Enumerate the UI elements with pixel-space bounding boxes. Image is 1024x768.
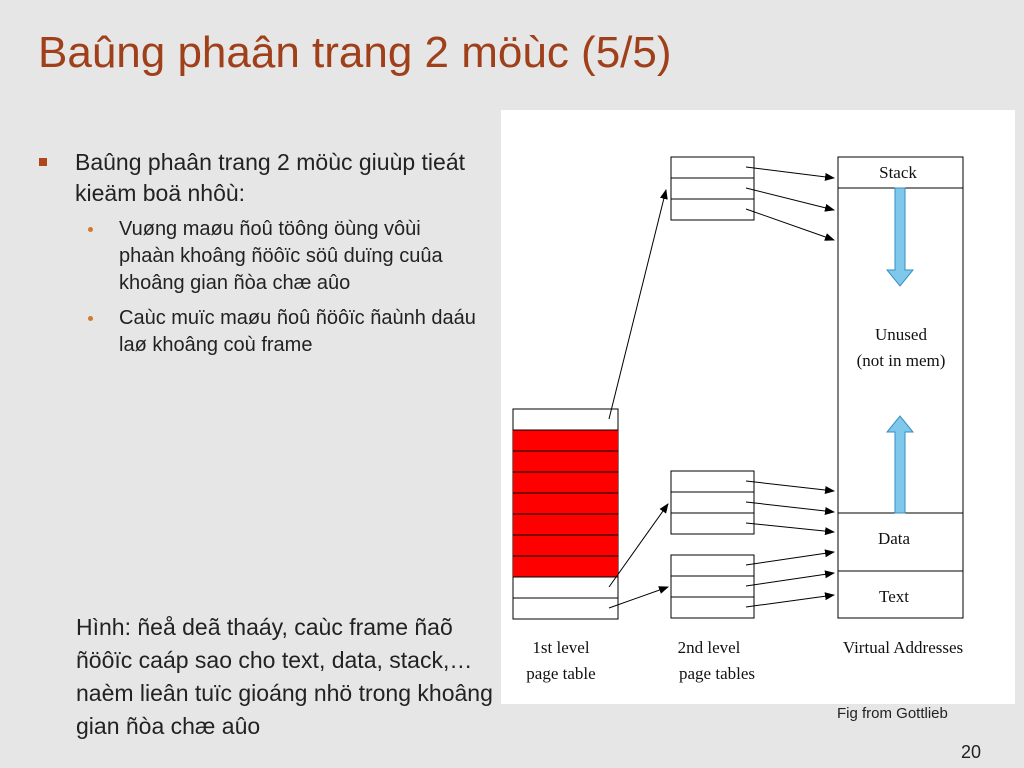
virtual-addresses-label: Virtual Addresses [842,638,964,657]
first-level-label: 1st level [532,638,590,657]
square-bullet-icon [39,158,47,166]
second-level-table-text [671,555,754,618]
pointer-arrow [746,523,834,532]
paging-diagram-svg [501,110,1015,704]
pointer-arrow [746,481,834,491]
pointer-arrow [746,595,834,607]
first-level-page-table [513,409,618,619]
table-outline [671,555,754,618]
dot-bullet-icon [88,227,93,232]
not-in-mem-label: (not in mem) [856,351,946,370]
second-level-label-line2: page tables [679,664,755,683]
unused-entries-block [513,430,618,577]
pointer-arrow [746,573,834,586]
sub-bullet [38,216,478,297]
figure-credit: Fig from Gottlieb [837,705,948,722]
virtual-address-space [838,157,963,618]
paging-diagram [501,110,1015,704]
sub-bullet [38,305,478,359]
second-level-table-data [671,471,754,534]
bullet-list [38,147,478,367]
second-level-label: 2nd level [677,638,741,657]
data-label: Data [877,529,911,548]
dot-bullet-icon [88,316,93,321]
figure-caption: Hình: ñeå deã thaáy, caùc frame ñaõ ñöôïc caáp sao cho text, data, stack,… naèm lieân tuïc gioáng nhö trong khoâng gian ñòa chæ aûo [76,614,493,739]
second-to-virtual-arrows [746,167,834,607]
table-outline [671,471,754,534]
sub-bullet-text: Caùc muïc maøu ñoû ñöôïc ñaùnh daáu laø khoâng coù frame [119,307,476,356]
page-number: 20 [961,742,982,762]
pointer-arrow [746,502,834,512]
second-level-table-top [671,157,754,220]
slide-title: Baûng phaân trang 2 möùc (5/5) [38,28,672,77]
pointer-arrow [746,188,834,210]
stack-label: Stack [879,163,917,182]
text-label: Text [879,587,909,606]
first-level-label-line2: page table [526,664,596,683]
unused-label: Unused [875,325,927,344]
pointer-arrow [746,552,834,565]
sub-bullet-list [38,216,478,359]
pointer-arrow [609,190,666,419]
pointer-arrow [746,167,834,178]
table-outline [671,157,754,220]
sub-bullet-text: Vuøng maøu ñoû töông öùng vôùi phaàn khoâng ñöôïc söû duïng cuûa khoâng gian ñòa chæ aûo [119,218,443,294]
main-bullet-text: Baûng phaân trang 2 möùc giuùp tieát kieäm boä nhôù: [75,149,466,206]
main-bullet [38,147,478,209]
pointer-arrow [746,209,834,240]
